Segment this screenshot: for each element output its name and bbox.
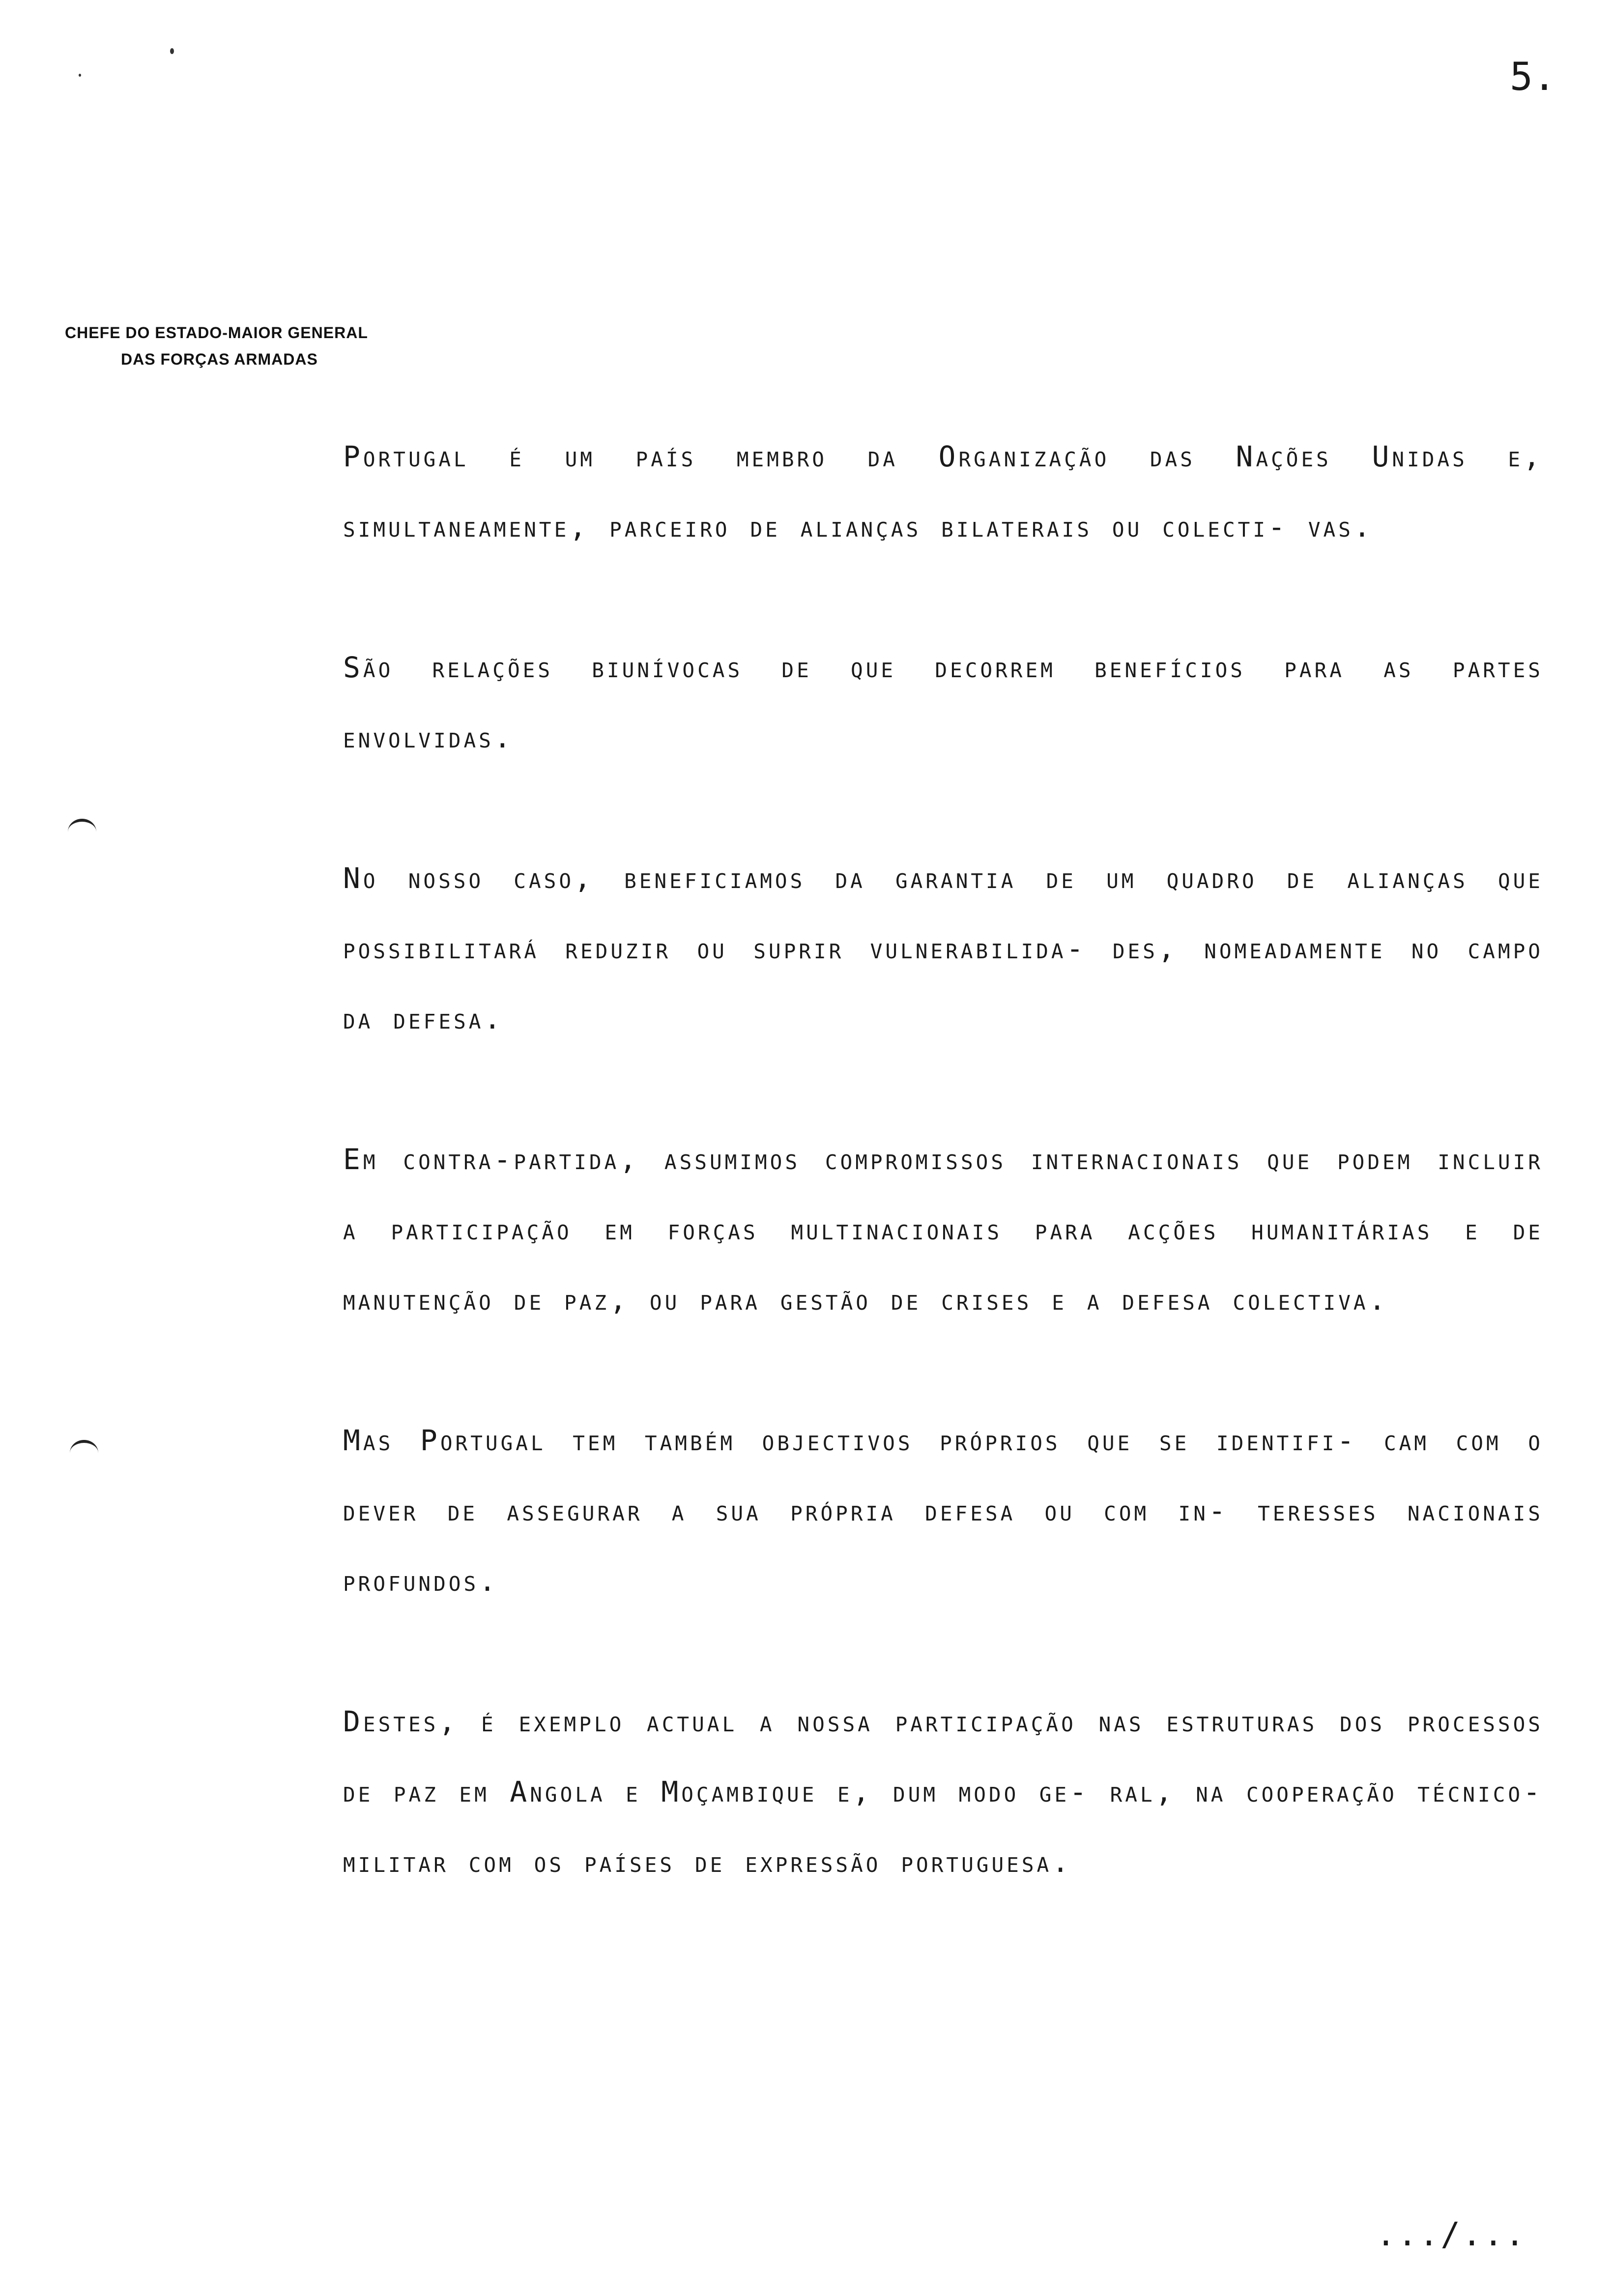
scan-speck bbox=[79, 74, 81, 77]
continuation-marker: .../... bbox=[1376, 2215, 1527, 2253]
letterhead-title: CHEFE DO ESTADO-MAIOR GENERAL bbox=[65, 324, 368, 342]
page-number: 5. bbox=[1510, 55, 1556, 99]
paragraph-biunivocal-relations: São relações biunívocas de que decorrem benefícios para as partes envolvidas. bbox=[343, 651, 1543, 754]
scan-speck bbox=[170, 48, 174, 54]
punch-hole-mark bbox=[70, 1440, 98, 1456]
paragraph-peace-processes: Destes, é exemplo actual a nossa participação nas estruturas dos processos de paz em Angola e Moçambique e, dum modo ge- ral, na cooperação técnico-militar com os países de expressão portuguesa. bbox=[343, 1705, 1543, 1879]
paragraph-alliances-guarantee: No nosso caso, beneficiamos da garantia de um quadro de alianças que possibilitará reduzir ou suprir vulnerabilida- des, nomeadamente no campo da defesa. bbox=[343, 861, 1543, 1035]
letterhead bbox=[65, 319, 399, 373]
paragraph-un-membership: Portugal é um país membro da Organização das Nações Unidas e, simultaneamente, parceiro de alianças bilaterais ou colecti- vas. bbox=[343, 440, 1543, 544]
punch-hole-mark bbox=[68, 819, 96, 834]
paragraph-national-objectives: Mas Portugal tem também objectivos próprios que se identifi- cam com o dever de assegurar a sua própria defesa ou com in- teresses nacionais profundos. bbox=[343, 1424, 1543, 1598]
letterhead-subtitle: DAS FORÇAS ARMADAS bbox=[121, 350, 318, 368]
document-body bbox=[343, 422, 1543, 1968]
paragraph-international-commitments: Em contra-partida, assumimos compromissos internacionais que podem incluir a participação em forças multinacionais para acções humanitárias e de manutenção de paz, ou para gestão de crises e a defesa colectiva. bbox=[343, 1143, 1543, 1317]
